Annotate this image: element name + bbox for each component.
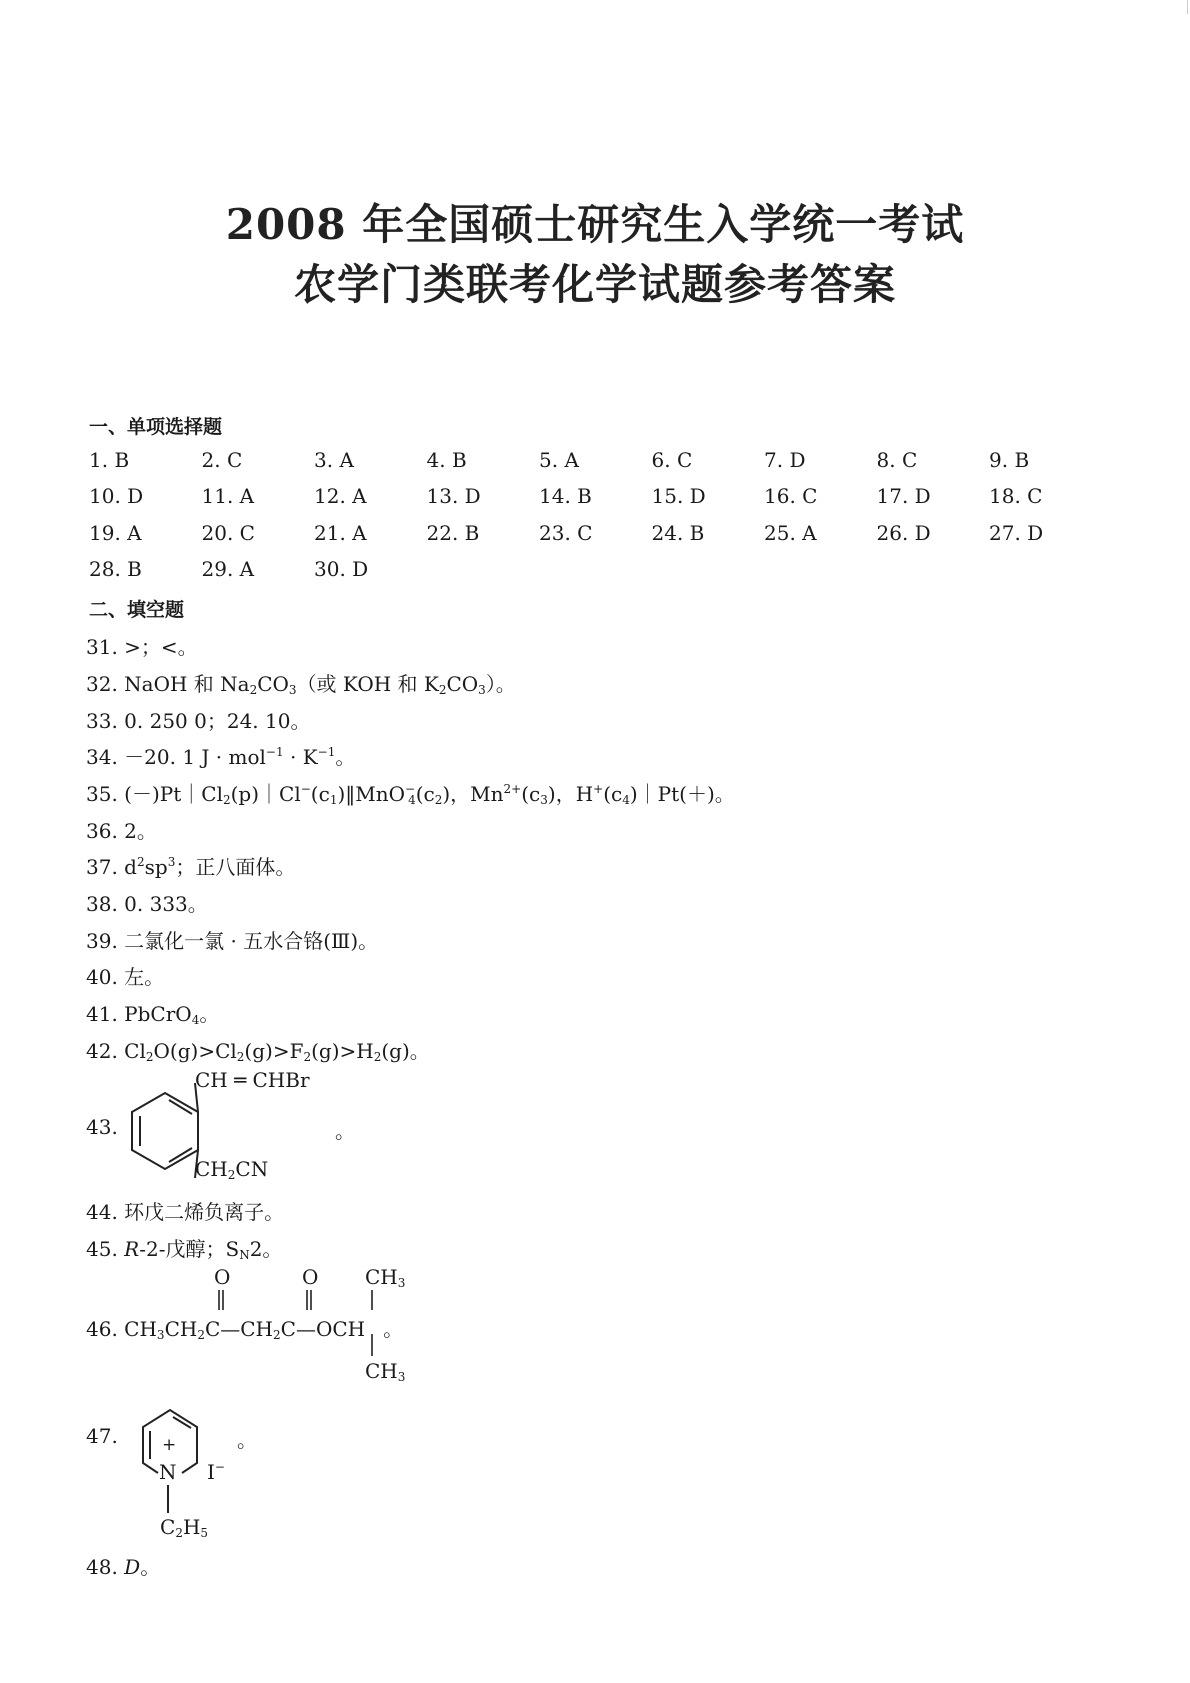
answer-47-number: 47. [86,1424,118,1448]
answer-31: 31. >；<。 [86,635,198,659]
ethyl-group: $C_2H_5$ [160,1515,209,1540]
choice-answer-item: 24. B [651,520,705,545]
answer-43-vinyl-group: CH ═ CHBr [195,1068,310,1092]
answer-38: 38. 0. 333。 [86,892,208,916]
choice-answer-grid [89,448,1089,593]
choice-answer-item: 11. A [201,484,255,509]
answer-44: 44. 环戊二烯负离子。 [86,1200,285,1224]
section-heading-fill: 二、填空题 [89,599,185,621]
choice-answer-item: 22. B [426,520,480,545]
choice-answer-item: 2. C [201,448,243,472]
choice-answer-item: 7. D [764,448,806,472]
answer-32: 32. NaOH 和 $Na_2CO_3$（或 KOH 和 $K_2CO_3$）。 [86,672,516,697]
choice-answer-item: 25. A [764,520,817,545]
choice-answer-item: 3. A [314,448,354,472]
choice-answer-item: 15. D [651,484,706,509]
choice-answer-item: 17. D [876,484,931,509]
choice-answer-item: 19. A [89,520,142,545]
answer-46-main-chain: 46. $CH_3CH_2C—CH_2C—OCH$ 。 [86,1317,404,1342]
choice-answer-item: 27. D [989,520,1044,545]
scan-edge-mark [1187,0,1188,14]
choice-answer-item: 30. D [314,556,369,581]
choice-answer-item: 29. A [201,556,255,581]
answer-46-methyl-top: $CH_3$ [365,1265,406,1290]
choice-answer-item: 16. C [764,484,818,509]
choice-answer-item: 21. A [314,520,367,545]
choice-answer-item: 9. B [989,448,1030,472]
answer-47-end: 。 [237,1428,257,1452]
answer-46-methyl-bottom: $CH_3$ [365,1359,406,1384]
choice-answer-item: 12. A [314,484,367,509]
answer-33: 33. 0. 250 0；24. 10。 [86,709,311,733]
choice-answer-item: 20. C [201,520,255,545]
choice-answer-item: 6. C [651,448,693,472]
page-title-line2: 农学门类联考化学试题参考答案 [293,260,896,309]
choice-answer-item: 8. C [876,448,918,472]
iodide-ion: I− [207,1460,225,1484]
answer-42: 42. $Cl_2O(g)>Cl_2(g)>F_2(g)>H_2(g)$。 [86,1039,430,1064]
answer-36: 36. 2。 [86,819,157,843]
pyridinium-nitrogen: N [159,1460,177,1484]
answer-35: 35. $(-)Pt|Cl_2(p)|Cl^-(c_1)‖MnO^-_4(c_2)$，$Mn^{2+}(c_3)$，$H^+(c_4)|Pt(+)$。 [86,782,735,807]
choice-answer-item: 23. C [539,520,593,545]
page-title-line1: 2008 年全国硕士研究生入学统一考试 [225,200,965,249]
choice-answer-item: 26. D [876,520,931,545]
answer-43-cyanomethyl-group: $CH_2CN$ [195,1157,269,1182]
answer-48: 48. D。 [86,1555,161,1579]
choice-answer-item: 28. B [89,556,142,581]
answer-45: 45. R-2-戊醇；$S_N2$。 [86,1237,283,1262]
choice-answer-item: 1. B [89,448,130,472]
choice-answer-item: 4. B [426,448,467,472]
answer-37: 37. $d^2sp^3$；正八面体。 [86,855,296,879]
n-ethyl-bond [166,1485,170,1513]
answer-46-carbonyl-o1: O [214,1265,231,1289]
section-heading-choice: 一、单项选择题 [89,416,223,438]
answer-39: 39. 二氯化一氯 · 五水合铬(Ⅲ)。 [86,929,379,953]
choice-answer-item: 5. A [539,448,579,472]
answer-41: 41. PbCrO$_4$。 [86,1002,220,1027]
choice-answer-item: 13. D [426,484,481,509]
answer-34: 34. －20. 1 $J \cdot mol^{-1} \cdot K^{-1}$。 [86,745,356,769]
answer-43-end: 。 [335,1119,355,1143]
answer-43-number: 43. [86,1115,118,1139]
choice-answer-item: 10. D [89,484,144,509]
choice-answer-item: 18. C [989,484,1043,509]
choice-answer-item: 14. B [539,484,592,509]
answer-46-carbonyl-o2: O [302,1265,319,1289]
answer-40: 40. 左。 [86,965,165,989]
positive-charge-mark: + [162,1435,177,1455]
